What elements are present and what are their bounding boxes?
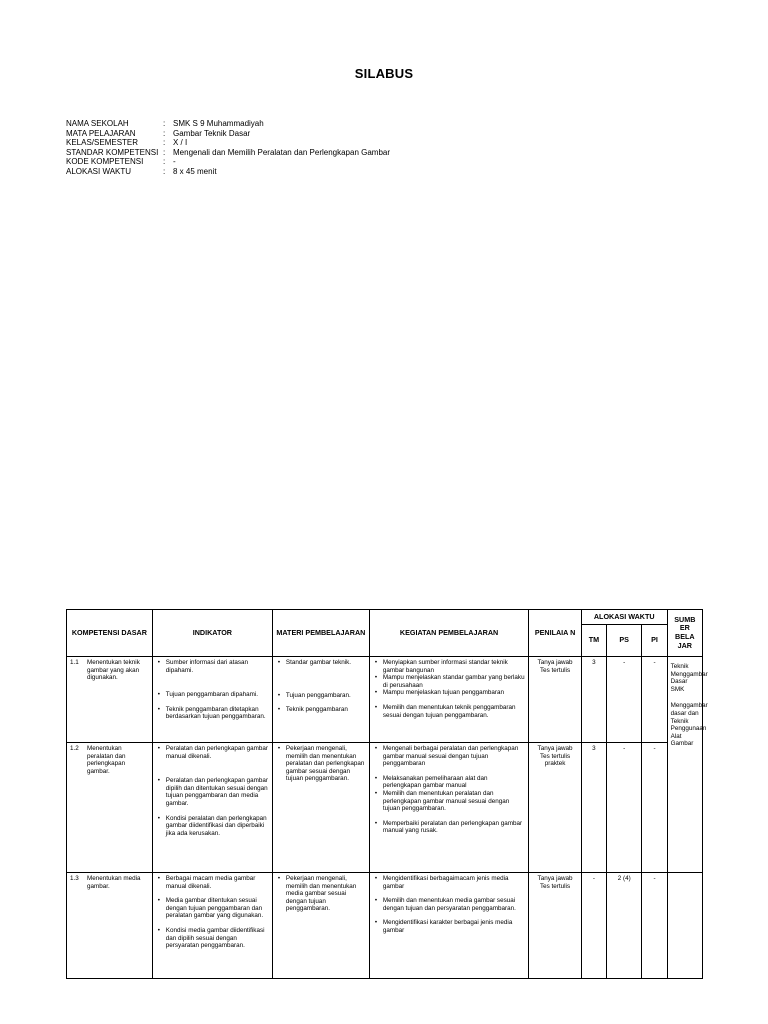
pi-cell: - <box>642 873 667 979</box>
info-label: ALOKASI WAKTU <box>66 166 132 176</box>
table-row <box>67 743 703 873</box>
sumber-cell-empty <box>667 873 702 979</box>
table-row <box>67 873 703 979</box>
sumber-item: Menggambar dasar dan Teknik Penggunaan Alat Gambar <box>670 702 708 748</box>
kegiatan-cell <box>369 873 528 979</box>
ps-cell: 2 (4) <box>607 873 642 979</box>
kegiatan-item: • Mengidentifikasi berbagaimacam jenis media gambar <box>383 875 525 890</box>
kompetensi-text: Menentukan teknik gambar yang akan digunakan. <box>87 659 140 682</box>
kegiatan-cell <box>369 657 528 743</box>
indikator-item: • Kondisi media gambar diidentifikasi dan dipilih sesuai dengan persyaratan penggambaran. <box>166 927 269 950</box>
penilaian-item: Tes tertulis <box>540 882 571 890</box>
penilaian-item: Tes tertulis praktek <box>540 752 571 768</box>
header-materi: MATERI PEMBELAJARAN <box>272 610 369 657</box>
header-kegiatan: KEGIATAN PEMBELAJARAN <box>369 610 528 657</box>
kegiatan-item: • Mampu menjelaskan standar gambar yang berlaku di perusahaan <box>383 674 525 689</box>
info-label: KELAS/SEMESTER <box>66 138 139 147</box>
ps-cell: - <box>607 743 642 873</box>
page-title: SILABUS <box>354 66 414 81</box>
header-alokasi: ALOKASI WAKTU <box>581 610 667 625</box>
indikator-item: • Berbagai macam media gambar manual dikenali. <box>166 875 269 890</box>
header-pi: PI <box>642 625 667 657</box>
table-row <box>67 657 703 743</box>
kegiatan-item: • Mengenali berbagai peralatan dan perlengkapan gambar manual sesuai dengan tujuan penggambaran <box>383 745 525 768</box>
indikator-cell <box>152 657 272 743</box>
header-ps: PS <box>607 625 642 657</box>
kegiatan-cell <box>369 743 528 873</box>
silabus-table <box>66 609 708 979</box>
indikator-cell <box>152 873 272 979</box>
kegiatan-item: • Menyiapkan sumber informasi standar teknik gambar bangunan <box>383 659 525 674</box>
indikator-item: • Tujuan penggambaran dipahami. <box>166 691 269 699</box>
info-value: X / I <box>173 138 188 147</box>
info-row-alokasi-waktu: ALOKASI WAKTU : 8 x 45 menit <box>66 166 217 176</box>
penilaian-cell <box>529 873 581 979</box>
indikator-item: • Sumber informasi dari atasan dipahami. <box>166 659 269 674</box>
ps-cell: - <box>607 657 642 743</box>
kegiatan-item: • Memilih dan menentukan peralatan dan perlengkapan gambar manual sesuai dengan tujuan penggambaran. <box>383 790 525 813</box>
penilaian-item: Tes tertulis <box>540 666 571 674</box>
info-value: Gambar Teknik Dasar <box>173 128 251 138</box>
kompetensi-number: 1.2 <box>70 745 79 752</box>
header-kompetensi: KOMPETENSI DASAR <box>67 610 153 657</box>
penilaian-item: Tanya jawab <box>537 659 573 666</box>
info-value: SMK S 9 Muhammadiyah <box>173 119 264 128</box>
materi-cell <box>272 873 369 979</box>
kegiatan-item: • Melaksanakan pemeliharaan alat dan perlengkapan gambar manual <box>383 775 525 790</box>
materi-cell <box>272 743 369 873</box>
penilaian-cell <box>529 657 581 743</box>
kompetensi-cell <box>67 873 153 979</box>
materi-cell <box>272 657 369 743</box>
info-row-nama-sekolah: NAMA SEKOLAH : SMK S 9 Muhammadiyah <box>66 119 264 128</box>
kompetensi-number: 1.1 <box>70 659 79 666</box>
info-row-kelas-semester: KELAS/SEMESTER : X / I <box>66 138 188 147</box>
sumber-item: Teknik Menggambar Dasar SMK <box>670 663 708 693</box>
pi-cell: - <box>642 657 667 743</box>
info-value: - <box>173 157 176 166</box>
indikator-item: • Peralatan dan perlengkapan gambar dipilih dan ditentukan sesuai dengan tujuan penggambaran dan media gambar. <box>166 777 269 807</box>
info-row-standar-kompetensi: STANDAR KOMPETENSI : Mengenali dan Memilih Peralatan dan Perlengkapan Gambar <box>66 147 391 157</box>
materi-item: • Pekerjaan mengenali, memilih dan menentukan peralatan dan perlengkapan gambar sesuai dengan tujuan penggambaran. <box>286 745 366 783</box>
materi-item: • Pekerjaan mengenali, memilih dan menentukan media gambar sesuai dengan tujuan penggambaran. <box>286 875 366 913</box>
materi-item: • Tujuan penggambaran. <box>286 692 366 700</box>
indikator-item: • Media gambar ditentukan sesuai dengan tujuan penggambaran dan peralatan gambar yang digunakan. <box>166 897 269 920</box>
info-value: 8 x 45 menit <box>173 166 217 176</box>
kegiatan-item: • Memperbaiki peralatan dan perlengkapan gambar manual yang rusak. <box>383 820 525 835</box>
tm-cell: - <box>581 873 606 979</box>
kompetensi-number: 1.3 <box>70 875 79 882</box>
info-block <box>66 119 390 176</box>
indikator-item: • Peralatan dan perlengkapan gambar manual dikenali. <box>166 745 269 760</box>
header-indikator: INDIKATOR <box>152 610 272 657</box>
info-row-kode-kompetensi: KODE KOMPETENSI : - <box>66 157 176 166</box>
tm-cell: 3 <box>581 657 606 743</box>
kegiatan-item: • Memilih dan menentukan media gambar sesuai dengan tujuan dan persyaratan penggambaran. <box>383 897 525 912</box>
penilaian-cell <box>529 743 581 873</box>
tm-cell: 3 <box>581 743 606 873</box>
header-sumber: SUMB ER BELA JAR <box>667 610 702 657</box>
kompetensi-text: Menentukan media gambar. <box>87 875 141 890</box>
kegiatan-item: • Mengidentifikasi karakter berbagai jenis media gambar <box>383 919 525 934</box>
kegiatan-item: • Memilih dan menentukan teknik penggambaran sesuai dengan tujuan penggambaran. <box>383 704 525 719</box>
header-tm: TM <box>581 625 606 657</box>
sumber-cell <box>667 657 708 873</box>
info-label: NAMA SEKOLAH <box>66 119 129 128</box>
info-value: Mengenali dan Memilih Peralatan dan Perlengkapan Gambar <box>173 147 391 157</box>
penilaian-item: Tanya jawab <box>537 745 573 752</box>
kompetensi-cell <box>67 657 153 743</box>
indikator-item: • Teknik penggambaran ditetapkan berdasarkan tujuan penggambaran. <box>166 706 269 721</box>
indikator-item: • Kondisi peralatan dan perlengkapan gambar diidentifikasi dan diperbaiki jika ada kerusakan. <box>166 815 269 838</box>
materi-item: • Teknik penggambaran <box>286 706 366 714</box>
header-row <box>67 610 703 625</box>
indikator-cell <box>152 743 272 873</box>
info-row-mata-pelajaran: MATA PELAJARAN : Gambar Teknik Dasar <box>66 128 251 138</box>
info-label: MATA PELAJARAN <box>66 128 136 138</box>
header-penilaian: PENILAIA N <box>529 610 581 657</box>
kegiatan-item: • Mampu menjelaskan tujuan penggambaran <box>383 689 525 697</box>
info-label: KODE KOMPETENSI <box>66 157 144 166</box>
pi-cell: - <box>642 743 667 873</box>
materi-item: • Standar gambar teknik. <box>286 659 366 667</box>
info-label: STANDAR KOMPETENSI <box>66 147 159 157</box>
kompetensi-text: Menentukan peralatan dan perlengkapan gambar. <box>87 745 126 775</box>
penilaian-item: Tanya jawab <box>537 875 573 882</box>
kompetensi-cell <box>67 743 153 873</box>
